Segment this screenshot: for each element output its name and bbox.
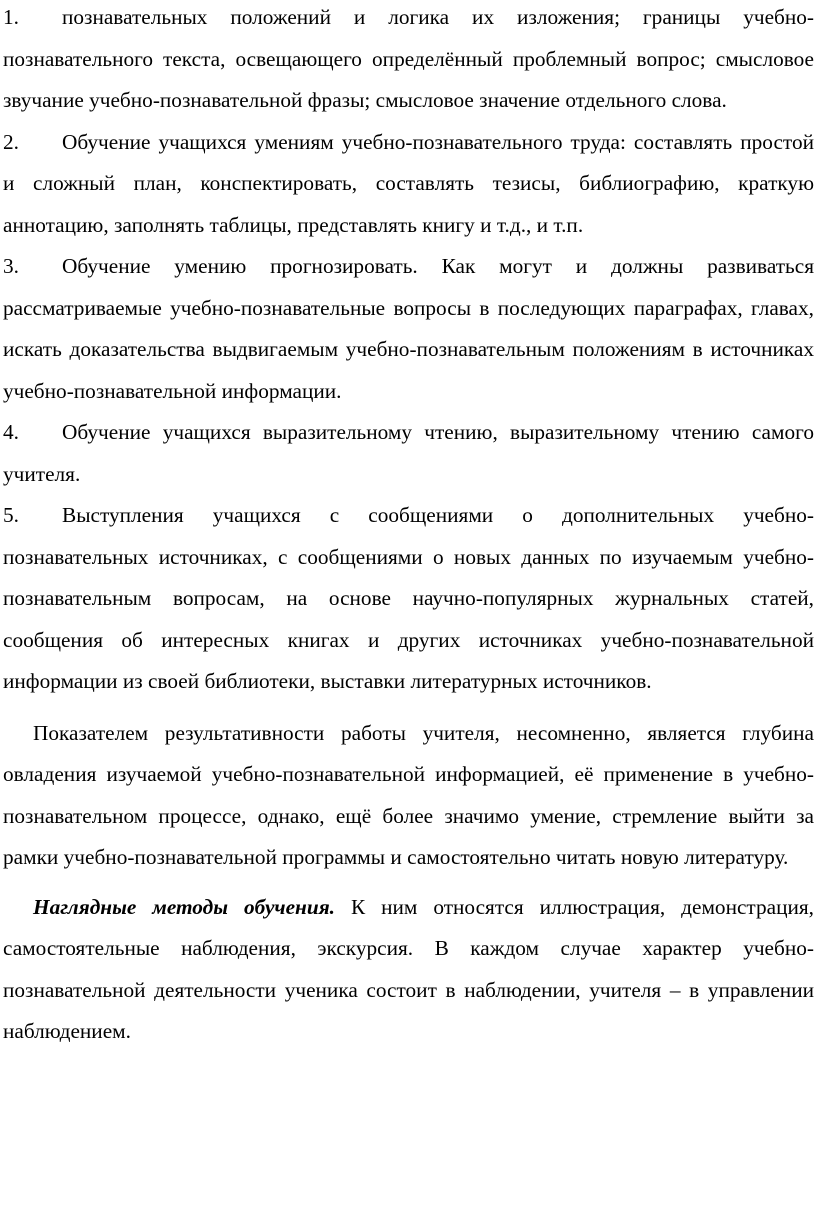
list-item-number: 2.	[3, 129, 19, 154]
list-item-text: Обучение умению прогнозировать. Как могут и должны развиваться рассматриваемые учебно-познавательные вопросы в последующих параграфах, главах, искать доказательства выдвигаемым учебно-познавательным положениям в источниках учебно-познавательной информации.	[3, 254, 814, 403]
section-heading: Наглядные методы обучения.	[33, 894, 336, 919]
list-item-number: 5.	[3, 503, 19, 527]
list-item-4	[3, 412, 814, 495]
list-item-text: Обучение учащихся умениям учебно-познавательного труда: составлять простой и сложный план, конспектировать, составлять тезисы, библиографию, краткую аннотацию, заполнять таблицы, представлять книгу и т.д., и т.п.	[3, 129, 814, 237]
list-item-text: Обучение учащихся выразительному чтению, выразительному чтению самого учителя.	[3, 420, 814, 486]
list-item-text: познавательных положений и логика их изложения; границы учебно-познавательного текста, освещающего определённый проблемный вопрос; смысловое звучание учебно-познавательной фразы; смысловое значение отдельного слова.	[3, 5, 814, 112]
list-item-1	[3, 0, 814, 122]
list-item-number: 3.	[3, 254, 19, 278]
list-item-number: 1.	[3, 5, 19, 29]
document-page	[3, 0, 814, 1053]
list-item-3	[3, 246, 814, 412]
list-item-5	[3, 495, 814, 703]
paragraph-visual-methods	[3, 887, 814, 1053]
paragraph-result: Показателем результативности работы учителя, несомненно, является глубина овладения изучаемой учебно-познавательной информацией, её применение в учебно-познавательном процессе, однако, ещё более значимо умение, стремление выйти за рамки учебно-познавательной программы и самостоятельно читать новую литературу.	[3, 720, 814, 869]
list-item-2	[3, 122, 814, 247]
list-item-number: 4.	[3, 420, 19, 444]
section-text: К ним относятся иллюстрация, демонстрация, самостоятельные наблюдения, экскурсия. В каждом случае характер учебно-познавательной деятельности ученика состоит в наблюдении, учителя – в управлении наблюдением.	[3, 894, 814, 1043]
list-item-text: Выступления учащихся с сообщениями о дополнительных учебно-познавательных источниках, с сообщениями о новых данных по изучаемым учебно-познавательным вопросам, на основе научно-популярных журнальных статей, сообщения об интересных книгах и других источниках учебно-познавательной информации из своей библиотеки, выставки литературных источников.	[3, 503, 814, 693]
